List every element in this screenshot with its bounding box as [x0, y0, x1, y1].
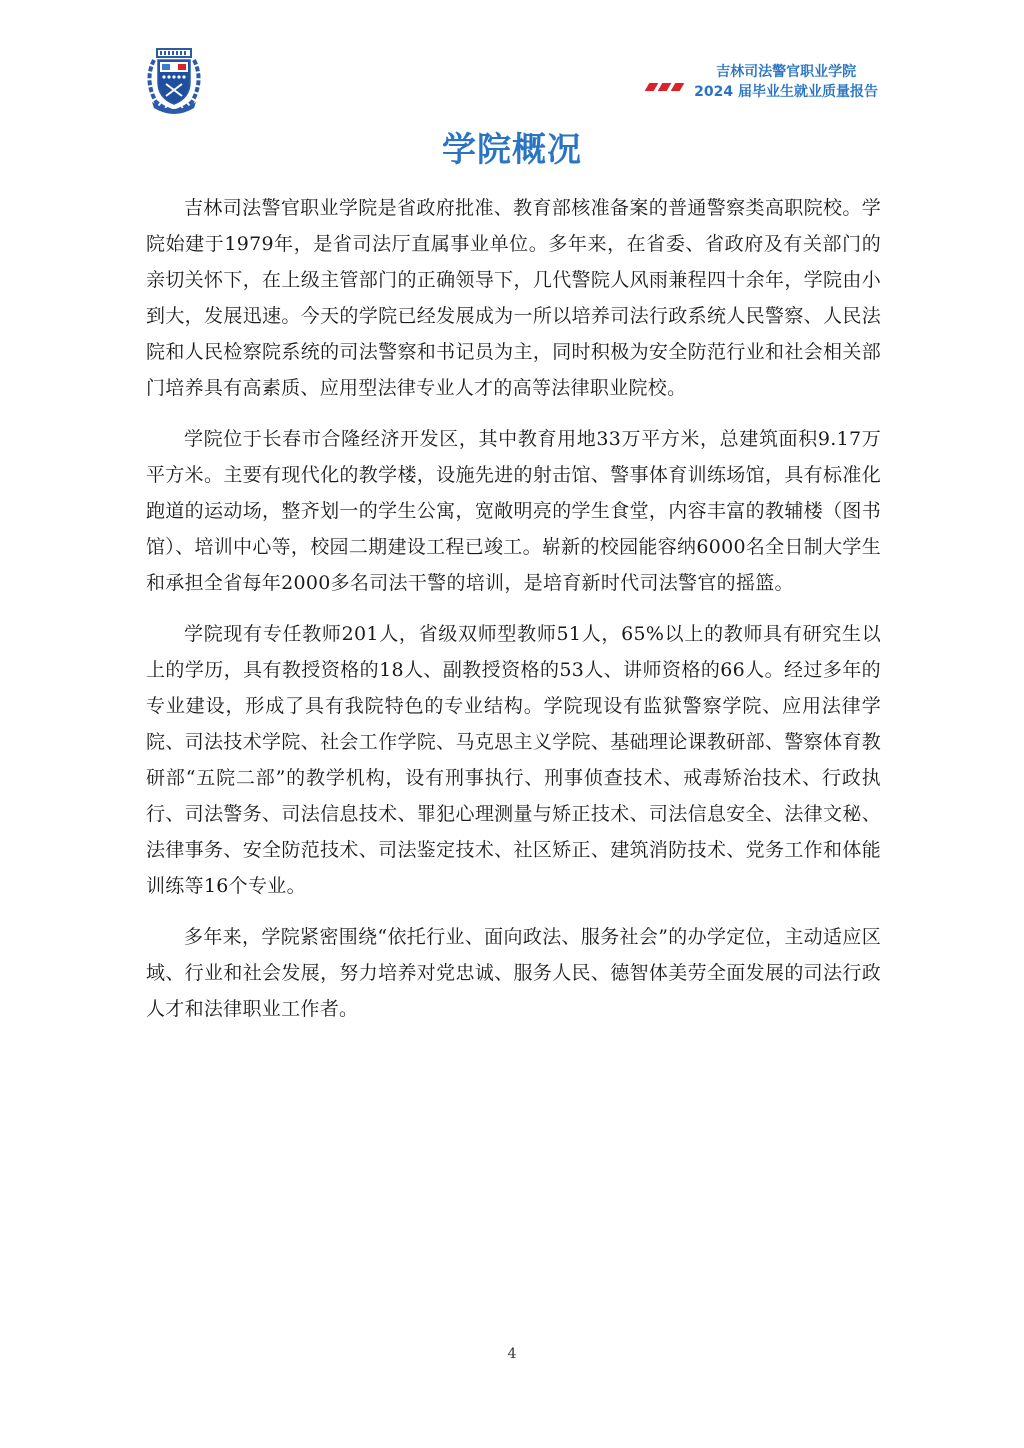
school-name: 吉林司法警官职业学院 — [716, 64, 857, 80]
body-text — [146, 190, 881, 1042]
report-header — [647, 62, 878, 102]
paragraph-intro: 吉林司法警官职业学院是省政府批准、教育部核准备案的普通警察类高职院校。学院始建于1979年，是省司法厅直属事业单位。多年来，在省委、省政府及有关部门的亲切关怀下，在上级主管部门的正确领导下，几代警院人风雨兼程四十余年，学院由小到大，发展迅速。今天的学院已经发展成为一所以培养司法行政系统人民警察、人民法院和人民检察院系统的司法警察和书记员为主，同时积极为安全防范行业和社会相关部门培养具有高素质、应用型法律专业人才的高等法律职业院校。 — [146, 197, 881, 399]
paragraph-faculty: 学院现有专任教师201人，省级双师型教师51人，65%以上的教师具有研究生以上的学历，具有教授资格的18人、副教授资格的53人、讲师资格的66人。经过多年的专业建设，形成了具有我院特色的专业结构。学院现设有监狱警察学院、应用法律学院、司法技术学院、社会工作学院、马克思主义学院、基础理论课教研部、警察体育教研部“五院二部”的教学机构，设有刑事执行、刑事侦查技术、戒毒矫治技术、行政执行、司法警务、司法信息技术、罪犯心理测量与矫正技术、司法信息安全、法律文秘、法律事务、安全防范技术、司法鉴定技术、社区矫正、建筑消防技术、党务工作和体能训练等16个专业。 — [146, 623, 881, 897]
paragraph-mission: 多年来，学院紧密围绕“依托行业、面向政法、服务社会”的办学定位，主动适应区域、行业和社会发展，努力培养对党忠诚、服务人民、德智体美劳全面发展的司法行政人才和法律职业工作者。 — [146, 926, 881, 1020]
page-title: 学院概况 — [442, 130, 582, 170]
red-stripes-decoration — [647, 83, 682, 91]
college-emblem-icon — [140, 42, 208, 114]
header-titles — [694, 62, 878, 102]
paragraph-campus: 学院位于长春市合隆经济开发区，其中教育用地33万平方米，总建筑面积9.17万平方米。主要有现代化的教学楼，设施先进的射击馆、警事体育训练场馆，具有标准化跑道的运动场，整齐划一的学生公寓，宽敞明亮的学生食堂，内容丰富的教辅楼（图书馆）、培训中心等，校园二期建设工程已竣工。崭新的校园能容纳6000名全日制大学生和承担全省每年2000多名司法干警的培训，是培育新时代司法警官的摇篮。 — [146, 428, 881, 594]
report-title: 2024 届毕业生就业质量报告 — [694, 84, 878, 100]
page-number: 4 — [507, 1346, 517, 1362]
